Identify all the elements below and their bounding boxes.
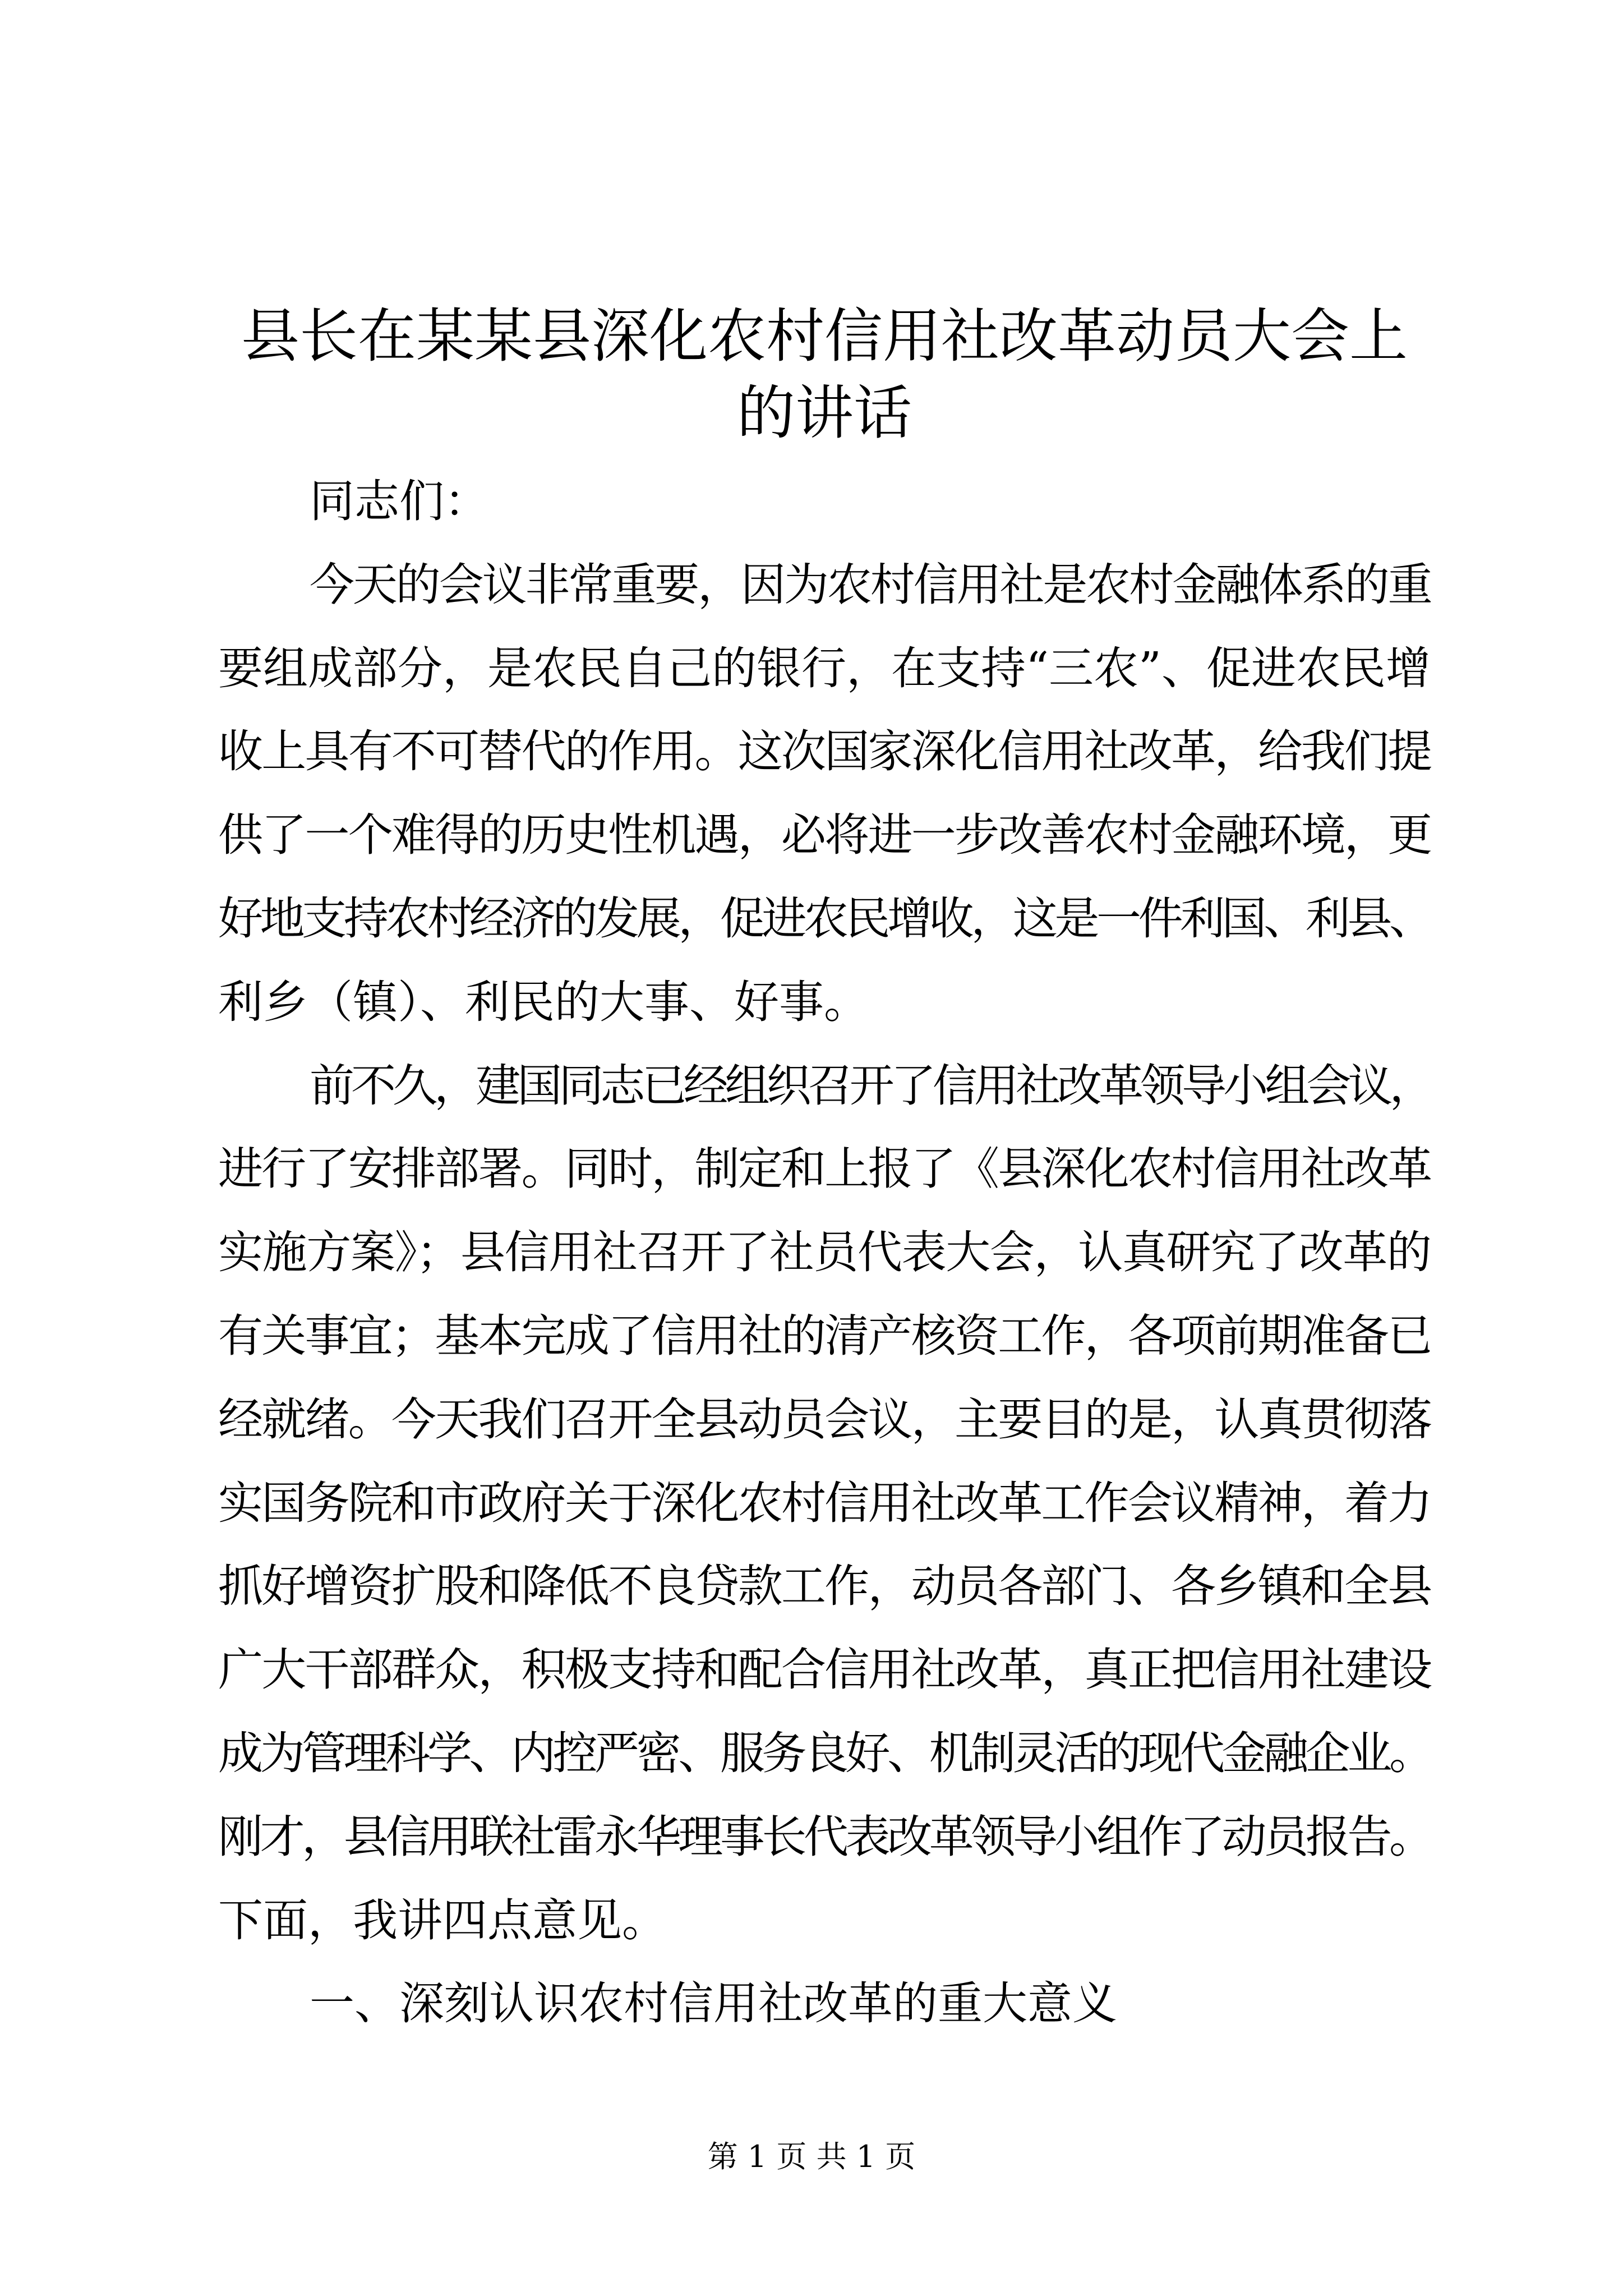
document-title: [202, 298, 1447, 452]
text-line: 抓好增资扩股和降低不良贷款工作，动员各部门、各乡镇和全县: [218, 1560, 1431, 1613]
text-line: 利乡（镇）、利民的大事、好事。: [218, 976, 869, 1028]
text-line: 实国务院和市政府关于深化农村信用社改革工作会议精神，着力: [218, 1476, 1431, 1529]
paragraph: [218, 1045, 1431, 1963]
page-footer: 第 1 页 共 1 页: [707, 2139, 916, 2174]
text-line: 下面，我讲四点意见。: [218, 1894, 667, 1947]
title-line-1: 县长在某某县深化农村信用社改革动员大会上: [241, 302, 1408, 370]
document-body: [218, 460, 1431, 2046]
text-line: 有关事宜；基本完成了信用社的清产核资工作，各项前期准备已: [218, 1309, 1431, 1362]
text-line: 收上具有不可替代的作用。这次国家深化信用社改革，给我们提: [218, 725, 1431, 778]
text-line: 实施方案》；县信用社召开了社员代表大会，认真研究了改革的: [218, 1226, 1431, 1279]
text-line: 今天的会议非常重要，因为农村信用社是农村金融体系的重: [310, 558, 1431, 611]
paragraph: [218, 544, 1431, 1045]
text-line: 成为管理科学、内控严密、服务良好、机制灵活的现代金融企业。: [218, 1727, 1431, 1779]
section-heading: [218, 1962, 1431, 2046]
text-line: 经就绪。今天我们召开全县动员会议，主要目的是，认真贯彻落: [218, 1393, 1431, 1446]
title-line-2: 的讲话: [736, 379, 912, 447]
text-line: 同志们：: [310, 475, 489, 527]
text-line: 广大干部群众，积极支持和配合信用社改革，真正把信用社建设: [218, 1644, 1431, 1696]
salutation: [218, 460, 1431, 544]
text-line: 供了一个难得的历史性机遇，必将进一步改善农村金融环境，更: [218, 809, 1431, 862]
text-line: 好地支持农村经济的发展，促进农民增收，这是一件利国、利县、: [218, 892, 1431, 945]
text-line: 一、深刻认识农村信用社改革的重大意义: [310, 1977, 1117, 2030]
text-line: 前不久，建国同志已经组织召开了信用社改革领导小组会议，: [310, 1059, 1431, 1112]
text-line: 要组成部分，是农民自己的银行，在支持“三农”、促进农民增: [218, 642, 1431, 694]
text-line: 刚才，县信用联社雷永华理事长代表改革领导小组作了动员报告。: [218, 1810, 1431, 1863]
text-line: 进行了安排部署。同时，制定和上报了《县深化农村信用社改革: [218, 1143, 1431, 1195]
